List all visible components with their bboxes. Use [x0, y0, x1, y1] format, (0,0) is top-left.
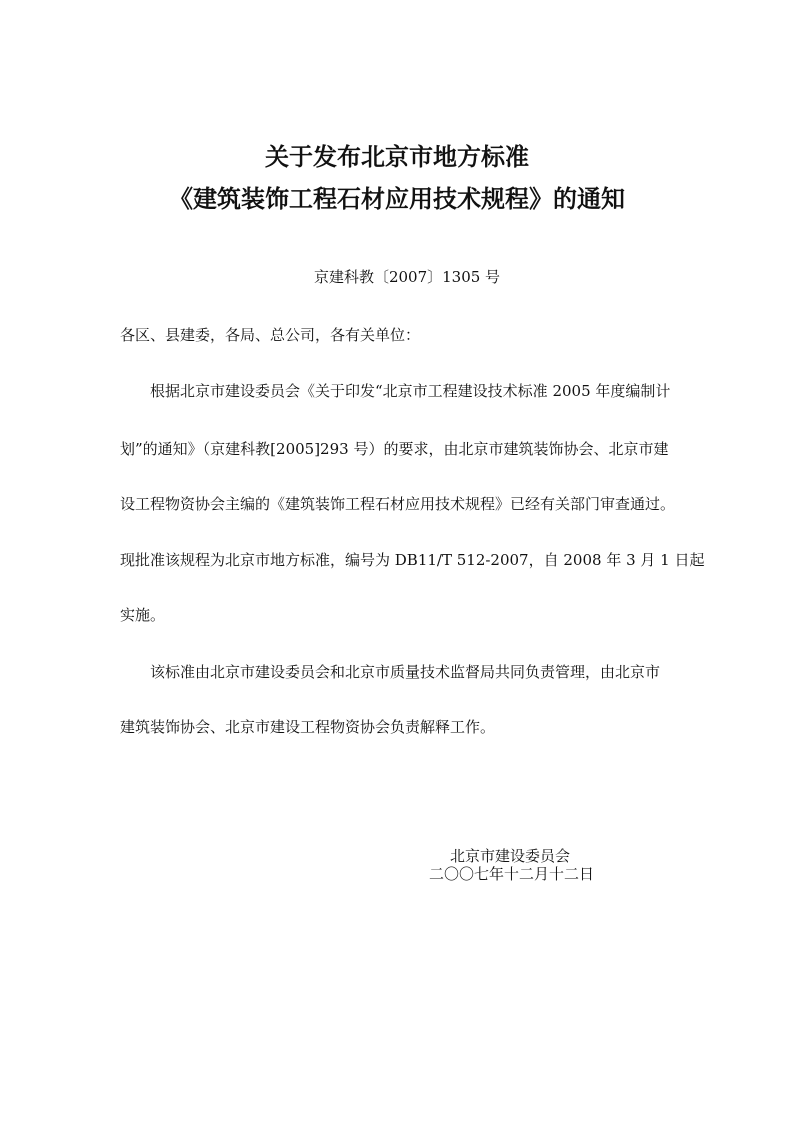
addressee: 各区、县建委，各局、总公司，各有关单位： [120, 326, 421, 344]
body-line-2: 划”的通知》（京建科教[2005]293 号）的要求，由北京市建筑装饰协会、北京市建 [120, 440, 669, 458]
body-line-1: 根据北京市建设委员会《关于印发“北京市工程建设技术标准 2005 年度编制计 [150, 382, 671, 400]
title-line-1: 关于发布北京市地方标准 [265, 143, 529, 171]
document-number: 京建科教〔2007〕1305 号 [313, 268, 501, 286]
body-line-5: 实施。 [120, 606, 166, 624]
signature-date: 二〇〇七年十二月十二日 [429, 865, 595, 883]
title-line-2: 《建筑装饰工程石材应用技术规程》的通知 [169, 185, 625, 213]
signature-organization: 北京市建设委员会 [450, 847, 571, 865]
body-line-4: 现批准该规程为北京市地方标准，编号为 DB11/T 512-2007，自 2008 年 3 月 1 日起 [120, 551, 705, 569]
body-line-7: 建筑装饰协会、北京市建设工程物资协会负责解释工作。 [120, 718, 496, 736]
body-line-3: 设工程物资协会主编的《建筑装饰工程石材应用技术规程》已经有关部门审查通过。 [120, 495, 676, 513]
body-line-6: 该标准由北京市建设委员会和北京市质量技术监督局共同负责管理，由北京市 [150, 663, 661, 681]
